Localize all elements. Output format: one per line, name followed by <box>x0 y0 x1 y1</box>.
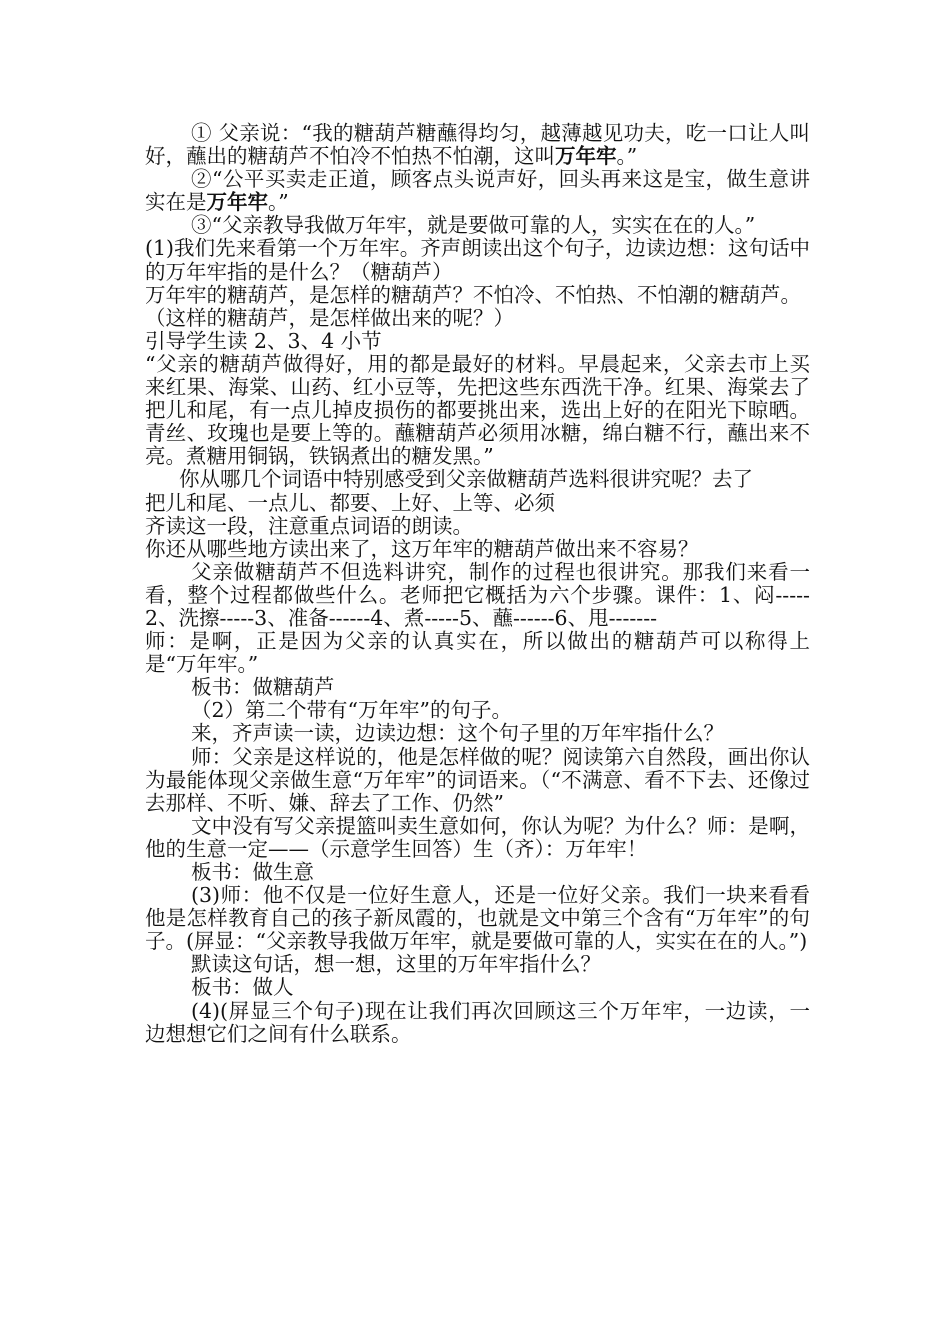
quote-1-bold: 万年牢 <box>555 144 617 169</box>
paragraph-15: 文中没有写父亲提篮叫卖生意如何，你认为呢？为什么？师：是啊，他的生意一定——（示意学生回答）生（齐）：万年牢！ <box>145 813 810 861</box>
paragraph-10: 师：是啊，正是因为父亲的认真实在，所以做出的糖葫芦可以称得上是“万年牢。” <box>145 629 810 677</box>
paragraph-3: （这样的糖葫芦，是怎样做出来的呢？） <box>145 305 514 330</box>
paragraph-20: (4)(屏显三个句子)现在让我们再次回顾这三个万年牢，一边读，一边想想它们之间有什么联系。 <box>145 998 810 1046</box>
paragraph-18: 默读这句话，想一想，这里的万年牢指什么？ <box>191 952 601 977</box>
board-note-1: 板书：做糖葫芦 <box>191 675 335 700</box>
paragraph-12: （2）第二个带有“万年牢”的句子。 <box>191 698 513 723</box>
quote-2-text: ②“公平买卖走正道，顾客点头说声好，回头再来这是宝，做生意讲实在是 <box>145 167 810 215</box>
document-body <box>145 122 810 1046</box>
paragraph-13: 来，齐声读一读，边读边想：这个句子里的万年牢指什么？ <box>191 721 724 746</box>
paragraph-5: “父亲的糖葫芦做得好，用的都是最好的材料。早晨起来，父亲去市上买来红果、海棠、山药、红小豆等，先把这些东西洗干净。红果、海棠去了把儿和尾，有一点儿掉皮损伤的都要挑出来，选出上好的在阳光下晾晒。青丝、玫瑰也是要上等的。蘸糖葫芦必须用冰糖，绵白糖不行，蘸出来不亮。煮糖用铜锅，铁锅煮出的糖发黑。” <box>145 351 810 469</box>
paragraph-9: 父亲做糖葫芦不但选料讲究，制作的过程也很讲究。那我们来看一看，整个过程都做些什么。老师把它概括为六个步骤。课件：1、闷-----2、洗擦-----3、准备------4、煮-----5、蘸------6、甩------- <box>145 559 810 630</box>
paragraph-6-line-1: 你从哪几个词语中特别感受到父亲做糖葫芦选料很讲究呢？去了 <box>179 467 753 492</box>
quote-1-text: ① 父亲说：“我的糖葫芦糖蘸得均匀，越薄越见功夫，吃一口让人叫好，蘸出的糖葫芦不怕冷不怕热不怕潮，这叫 <box>145 121 810 169</box>
board-note-3: 板书：做人 <box>191 975 294 1000</box>
quote-2-bold: 万年牢 <box>206 190 268 215</box>
paragraph-1: (1)我们先来看第一个万年牢。齐声朗读出这个句子，边读边想：这句话中的万年牢指的是什么？（糖葫芦） <box>145 236 810 284</box>
paragraph-6-line-2: 把儿和尾、一点儿、都要、上好、上等、必须 <box>145 490 555 515</box>
paragraph-8: 你还从哪些地方读出来了，这万年牢的糖葫芦做出来不容易？ <box>145 536 699 561</box>
paragraph-4: 引导学生读 2、3、4 小节 <box>145 328 382 353</box>
quote-1 <box>145 122 810 168</box>
quote-2-end: 。” <box>268 190 289 215</box>
quote-3: ③“父亲教导我做万年牢，就是要做可靠的人，实实在在的人。” <box>191 213 756 238</box>
paragraph-2: 万年牢的糖葫芦，是怎样的糖葫芦？不怕冷、不怕热、不怕潮的糖葫芦。 <box>145 282 801 307</box>
paragraph-17: (3)师：他不仅是一位好生意人，还是一位好父亲。我们一块来看看他是怎样教育自己的孩子新凤霞的，也就是文中第三个含有“万年牢”的句子。(屏显：“父亲教导我做万年牢，就是要做可靠的人，实实在在的人。”) <box>145 883 810 954</box>
quote-2 <box>145 168 810 214</box>
board-note-2: 板书：做生意 <box>191 860 314 884</box>
paragraph-14: 师：父亲是这样说的，他是怎样做的呢？阅读第六自然段，画出你认为最能体现父亲做生意“万年牢”的词语来。（“不满意、看不下去、还像过去那样、不听、嫌、辞去了工作、仍然” <box>145 744 810 815</box>
quote-1-end: 。” <box>616 144 638 169</box>
paragraph-7: 齐读这一段，注意重点词语的朗读。 <box>145 513 473 538</box>
